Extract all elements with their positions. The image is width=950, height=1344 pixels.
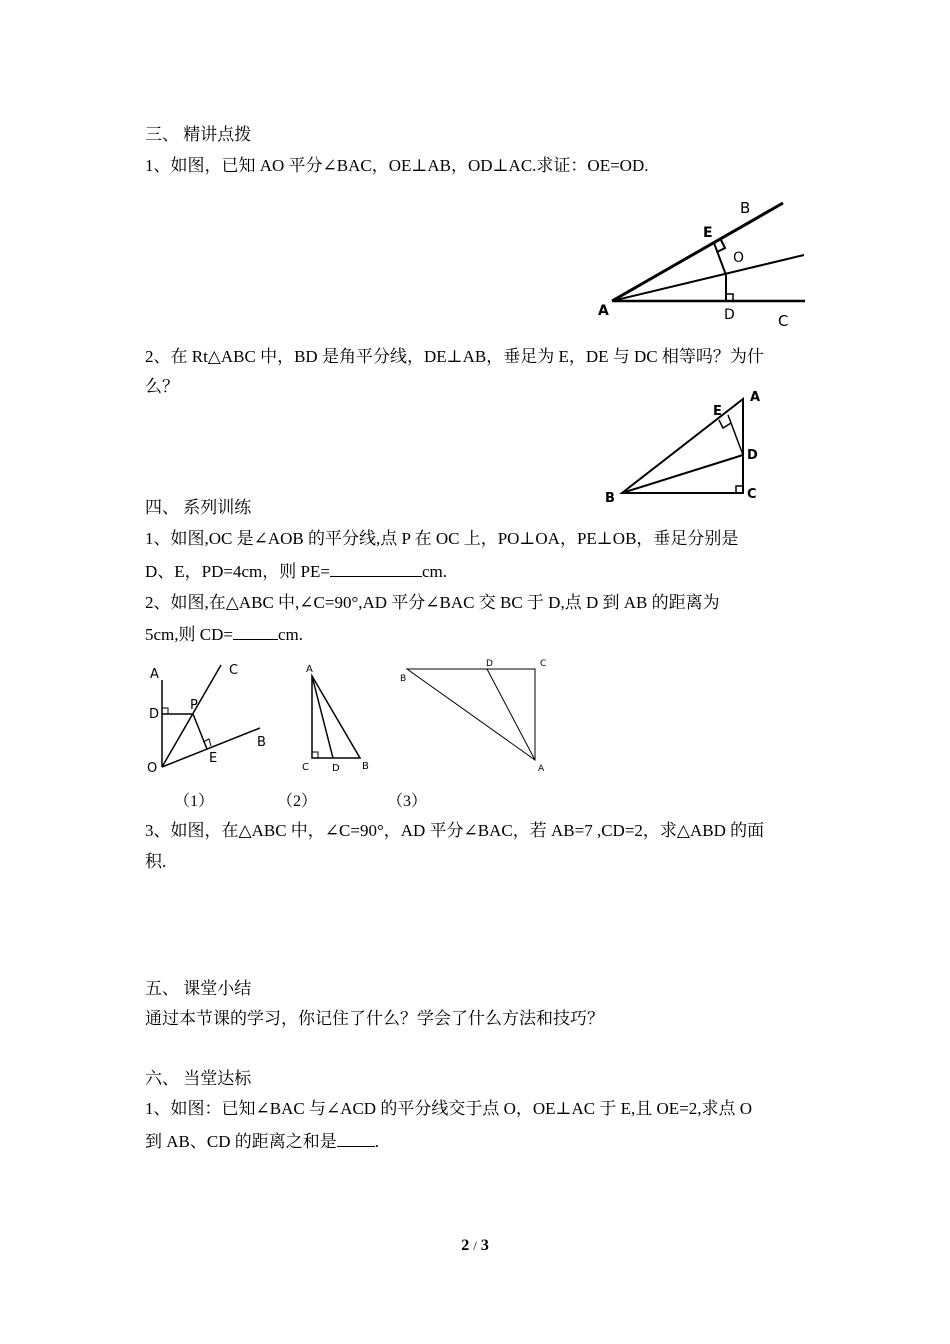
section5-heading: 五、 课堂小结	[145, 979, 252, 998]
figure-caption-2: （2）	[277, 793, 318, 810]
label-b: B	[257, 735, 266, 750]
unit-text: cm.	[277, 625, 304, 644]
right-angle-mark-e	[719, 420, 731, 428]
segment-de	[728, 415, 743, 455]
triangle-acb	[312, 676, 360, 758]
section6-question-1-line1: 1、如图：已知∠BAC 与∠ACD 的平分线交于点 O，OE⊥AC 于 E,且 OE=2,求点 O	[145, 1099, 753, 1118]
section6-question-1-line2	[145, 1130, 379, 1153]
label-a: A	[306, 664, 313, 675]
label-a: A	[538, 764, 545, 774]
right-angle-mark-c	[736, 486, 743, 493]
label-d: D	[332, 763, 340, 774]
section3-question-1: 1、如图，已知 AO 平分∠BAC，OE⊥AB，OD⊥AC.求证：OE=OD.	[145, 156, 649, 175]
label-d: D	[486, 659, 493, 669]
label-b: B	[740, 199, 751, 217]
ray-ao	[612, 255, 804, 301]
answer-blank[interactable]	[337, 1130, 375, 1147]
triangle-bca	[407, 669, 535, 760]
label-c: C	[229, 663, 239, 678]
section4-question-1-line1: 1、如图,OC 是∠AOB 的平分线,点 P 在 OC 上，PO⊥OA，PE⊥OB，垂足分别是	[145, 529, 739, 548]
figure-angle-bisector	[590, 195, 820, 335]
section4-question-3-line1: 3、如图，在△ABC 中，∠C=90°，AD 平分∠BAC，若 AB=7 ,CD=2，求△ABD 的面	[145, 821, 765, 840]
label-b: B	[362, 761, 369, 772]
question-text: D、E，PD=4cm，则 PE=	[145, 562, 330, 581]
label-a: A	[750, 390, 761, 405]
section4-question-2-line2	[145, 623, 303, 646]
label-o: O	[733, 250, 745, 266]
answer-blank[interactable]	[233, 623, 278, 640]
section4-question-3-line2: 积.	[145, 852, 167, 871]
segment-ad	[487, 669, 535, 760]
total-pages: 3	[480, 1237, 489, 1254]
page-number	[0, 1237, 950, 1255]
label-e: E	[703, 225, 713, 241]
section5-body: 通过本节课的学习，你记住了什么？学会了什么方法和技巧？	[145, 1009, 604, 1028]
right-angle-mark-c	[312, 752, 318, 758]
right-angle-mark-d	[162, 708, 168, 714]
label-o: O	[147, 761, 158, 776]
triangle-abc	[622, 399, 743, 493]
unit-text: cm.	[421, 562, 447, 581]
question-text: 5cm,则 CD=	[145, 625, 233, 644]
label-a: A	[598, 303, 609, 319]
section6-heading: 六、 当堂达标	[145, 1069, 252, 1088]
label-c: C	[778, 312, 789, 330]
figure-caption-1: （1）	[174, 793, 215, 810]
figure-right-triangle	[600, 385, 770, 510]
small-figure-1	[145, 660, 275, 780]
end-punctuation: .	[374, 1132, 379, 1151]
small-figure-3	[395, 652, 560, 777]
segment-pe	[193, 714, 207, 749]
label-b: B	[400, 674, 407, 684]
label-d: D	[149, 707, 160, 722]
section4-question-2-line1: 2、如图,在△ABC 中,∠C=90°,AD 平分∠BAC 交 BC 于 D,点 D 到 AB 的距离为	[145, 593, 720, 612]
label-d: D	[724, 307, 735, 323]
figure-caption-3: （3）	[387, 793, 428, 810]
section3-question-2-line2: 么？	[145, 377, 179, 396]
label-a: A	[150, 667, 159, 682]
label-d: D	[747, 448, 758, 463]
label-e: E	[209, 751, 218, 766]
answer-blank[interactable]	[330, 560, 422, 577]
label-c: C	[302, 762, 309, 773]
small-figure-2	[298, 660, 388, 780]
segment-bd	[622, 455, 743, 493]
section4-heading: 四、 系列训练	[145, 498, 252, 517]
ray-ab	[612, 203, 783, 301]
segment-ad	[312, 676, 333, 758]
current-page: 2	[461, 1237, 470, 1254]
question-text: 到 AB、CD 的距离之和是	[145, 1132, 337, 1151]
section3-question-2-line1: 2、在 Rt△ABC 中，BD 是角平分线，DE⊥AB，垂足为 E，DE 与 DC 相等吗？为什	[145, 347, 764, 366]
section3-heading: 三、 精讲点拨	[145, 125, 252, 144]
section4-question-1-line2	[145, 560, 447, 583]
page-separator: /	[473, 1238, 477, 1253]
label-b: B	[605, 491, 615, 506]
label-c: C	[747, 487, 757, 502]
label-c: C	[540, 659, 547, 669]
label-p: P	[190, 698, 198, 713]
label-e: E	[713, 404, 722, 419]
